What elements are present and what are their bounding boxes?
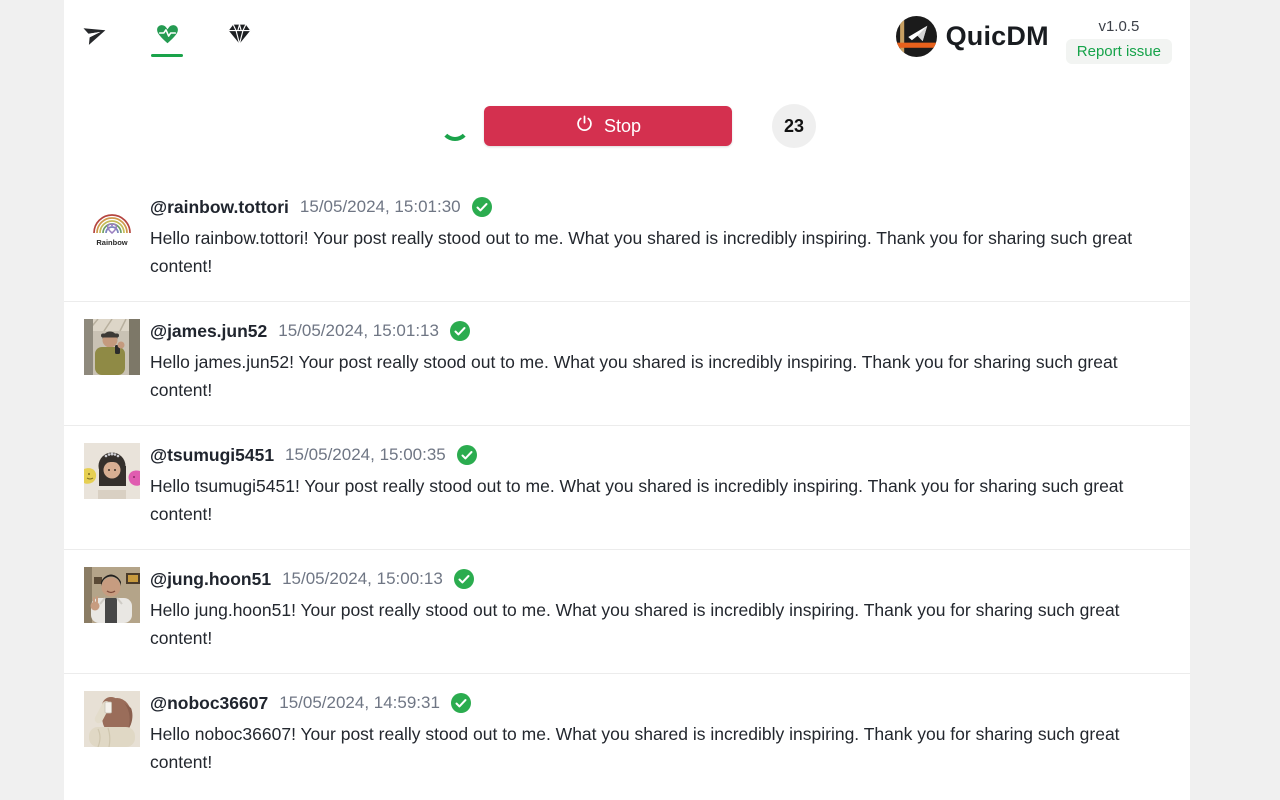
- quicdm-logo-icon: [896, 16, 937, 57]
- username: @rainbow.tottori: [150, 196, 289, 217]
- username: @jung.hoon51: [150, 568, 272, 589]
- controls-row: [64, 104, 1190, 148]
- svg-text:Rainbow: Rainbow: [96, 238, 128, 247]
- check-circle-icon: [450, 321, 470, 341]
- message-row: [64, 302, 1190, 426]
- message-body: [150, 195, 1174, 280]
- timestamp: 15/05/2024, 15:01:30: [299, 197, 461, 216]
- username: @noboc36607: [150, 692, 269, 713]
- app-title: QuicDM: [945, 21, 1049, 51]
- check-circle-icon: [451, 693, 471, 713]
- username: @tsumugi5451: [150, 444, 275, 465]
- stop-button[interactable]: [484, 106, 732, 146]
- message-row: [64, 426, 1190, 550]
- heart-pulse-icon: [155, 21, 180, 49]
- brand-meta: [1066, 16, 1172, 64]
- avatar-rainbow: [84, 195, 140, 251]
- check-circle-icon: [472, 197, 492, 217]
- message-text: Hello james.jun52! Your post really stood out to me. What you shared is incredibly inspiring. Thank you for sharing such great content!: [150, 352, 1118, 400]
- version-label: v1.0.5: [1098, 18, 1140, 35]
- message-text: Hello noboc36607! Your post really stood out to me. What you shared is incredibly inspiring. Thank you for sharing such great content!: [150, 724, 1120, 772]
- diamond-icon: [227, 21, 252, 49]
- top-bar: [64, 0, 1190, 68]
- paper-plane-icon: [83, 21, 108, 49]
- message-row: [64, 674, 1190, 797]
- message-body: [150, 443, 1174, 528]
- message-text: Hello rainbow.tottori! Your post really stood out to me. What you shared is incredibly inspiring. Thank you for sharing such great content!: [150, 228, 1133, 276]
- message-text: Hello jung.hoon51! Your post really stood out to me. What you shared is incredibly inspiring. Thank you for sharing such great content!: [150, 600, 1120, 648]
- timestamp: 15/05/2024, 15:01:13: [278, 321, 439, 340]
- timestamp: 15/05/2024, 15:00:35: [285, 445, 446, 464]
- loading-spinner-icon: [440, 111, 470, 141]
- report-issue-link[interactable]: Report issue: [1066, 39, 1172, 64]
- message-list: [64, 178, 1190, 797]
- power-icon: [575, 114, 594, 138]
- nav-icons: [82, 16, 252, 48]
- avatar-junghoon: [84, 567, 140, 623]
- message-header: [150, 443, 1174, 467]
- timestamp: 15/05/2024, 14:59:31: [279, 693, 440, 712]
- avatar-noboc: [84, 691, 140, 747]
- nav-premium-tab[interactable]: [226, 22, 252, 48]
- nav-activity-tab[interactable]: [154, 22, 180, 48]
- message-body: [150, 319, 1174, 404]
- brand-area: [896, 16, 1172, 64]
- message-body: [150, 691, 1174, 776]
- message-header: [150, 691, 1174, 715]
- nav-send-tab[interactable]: [82, 22, 108, 48]
- avatar-tsumugi: [84, 443, 140, 499]
- check-circle-icon: [454, 569, 474, 589]
- username: @james.jun52: [150, 320, 268, 341]
- timestamp: 15/05/2024, 15:00:13: [282, 569, 443, 588]
- sent-count-badge: 23: [772, 104, 816, 148]
- message-row: [64, 550, 1190, 674]
- message-body: [150, 567, 1174, 652]
- message-header: [150, 567, 1174, 591]
- avatar-james: [84, 319, 140, 375]
- stop-button-label: Stop: [603, 115, 642, 136]
- app-window: [64, 0, 1190, 800]
- message-header: [150, 195, 1174, 219]
- message-row: [64, 178, 1190, 302]
- message-header: [150, 319, 1174, 343]
- message-text: Hello tsumugi5451! Your post really stood out to me. What you shared is incredibly inspiring. Thank you for sharing such great content!: [150, 476, 1124, 524]
- check-circle-icon: [457, 445, 477, 465]
